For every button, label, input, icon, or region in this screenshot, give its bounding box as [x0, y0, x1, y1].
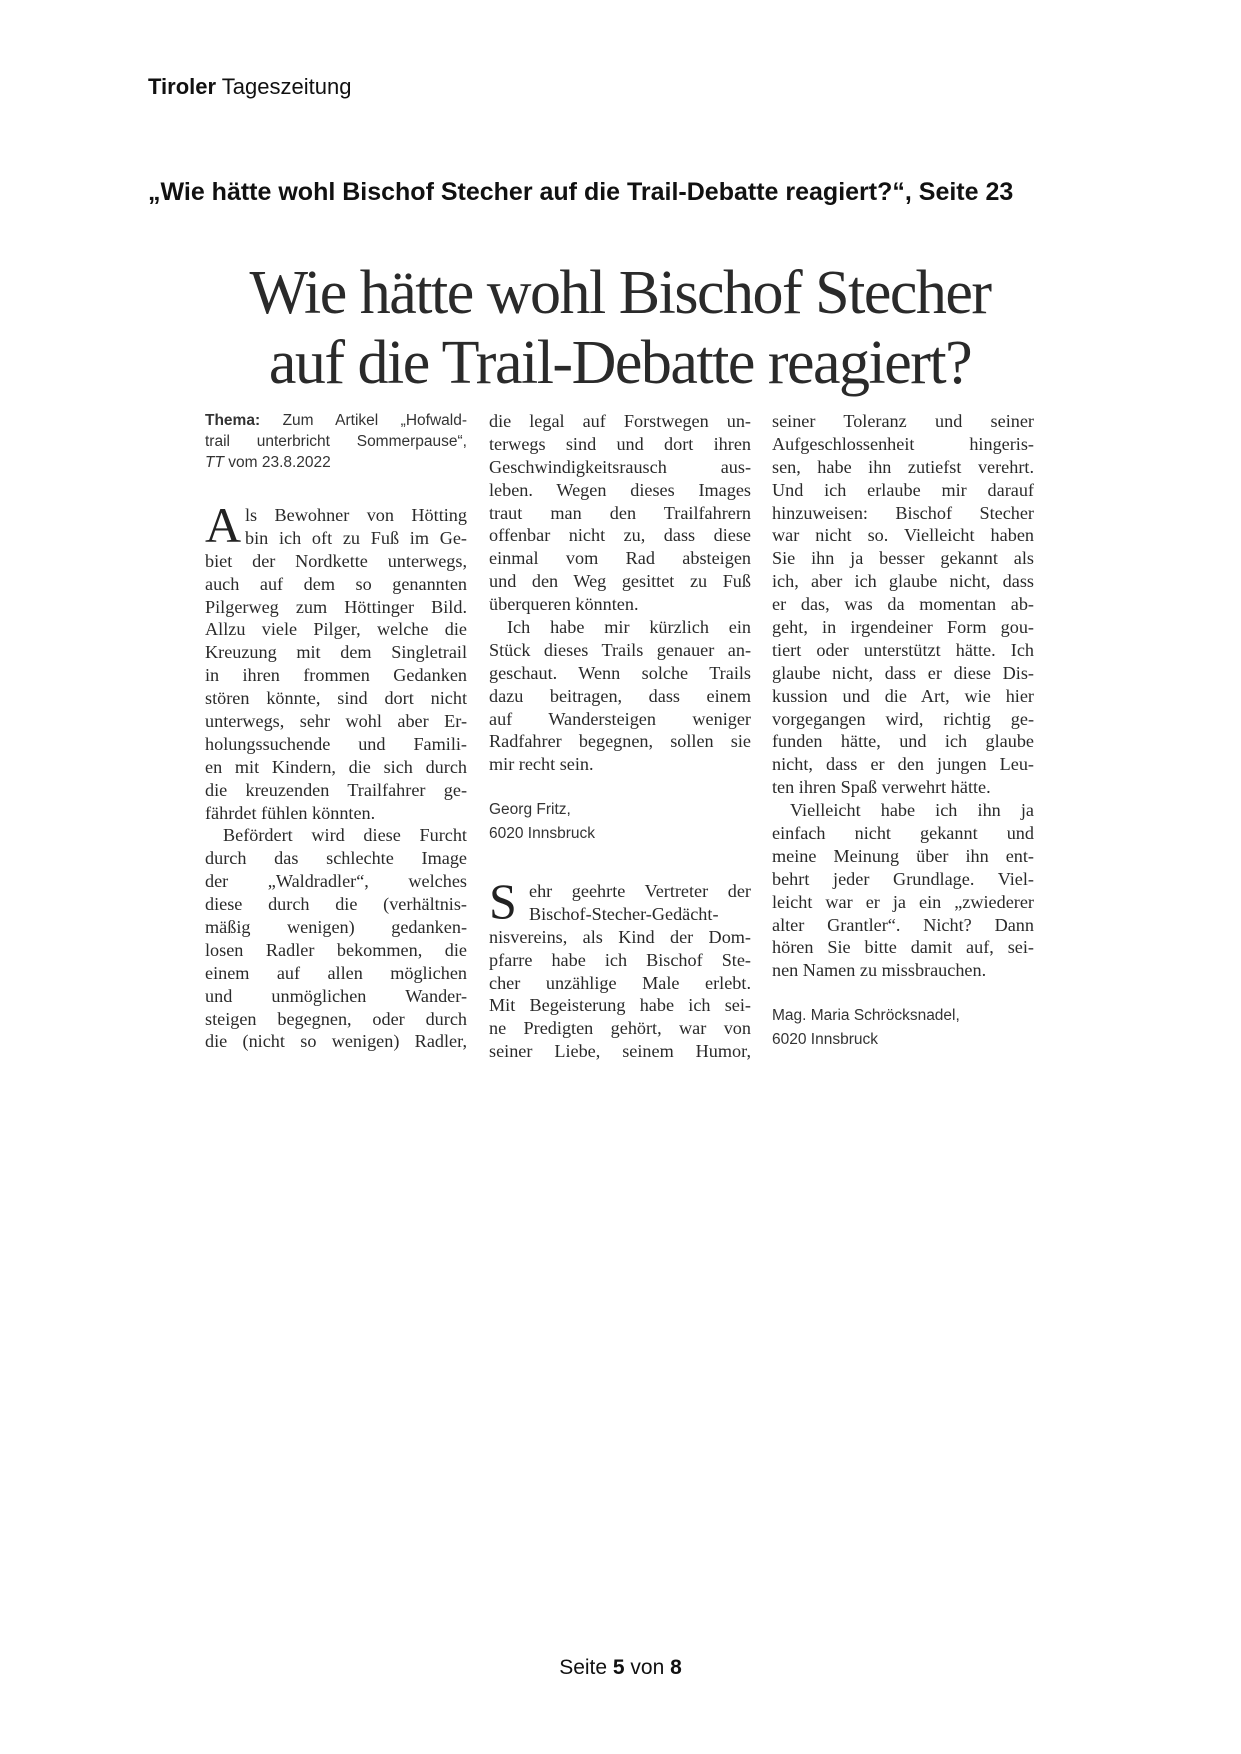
thema-line: TT vom 23.8.2022 [205, 454, 331, 471]
letter-paragraph [489, 873, 751, 1063]
text-line: Mit Begeisterung habe ich sei- [489, 995, 751, 1016]
text-line: er das, was da momentan ab- [772, 594, 1034, 615]
text-line: die (nicht so wenigen) Radler, [205, 1031, 467, 1052]
column-1 [205, 410, 467, 1052]
text-line: hören Sie bitte damit auf, sei- [772, 937, 1034, 958]
text-line: unterwegs, sehr wohl aber Er- [205, 711, 467, 732]
brand-rest: Tageszeitung [221, 74, 352, 99]
text-line: leicht war er ja ein „zwiederer [772, 891, 1034, 912]
text-line: einfach nicht gekannt und [772, 823, 1034, 844]
text-line: der „Waldradler“, welches [205, 871, 467, 892]
thema-text: Zum Artikel „Hofwald- [260, 412, 467, 429]
text-line: und den Weg gesittet zu Fuß [489, 571, 751, 592]
letter-paragraph [489, 410, 751, 776]
text-line: Allzu viele Pilger, welche die [205, 619, 467, 640]
text-line: Ich habe mir kürzlich ein [507, 617, 751, 638]
column-2 [489, 410, 751, 1062]
text-line: Befördert wird diese Furcht [223, 825, 467, 846]
thema-text: vom 23.8.2022 [223, 454, 331, 471]
text-line: stören könnte, sind dort nicht [205, 688, 467, 709]
text-line: traut man den Trailfahrern [489, 502, 751, 523]
text-line: geht, in irgendeiner Form gou- [772, 617, 1034, 638]
column-3 [772, 410, 1034, 1048]
newspaper-name [148, 74, 351, 100]
text-line: bin ich oft zu Fuß im Ge- [245, 527, 467, 548]
text-line: ten ihren Spaß verwehrt hätte. [772, 777, 991, 798]
text-line: ehr geehrte Vertreter der [529, 881, 751, 901]
text-line: und unmöglichen Wander- [205, 985, 467, 1006]
text-line: Aufgeschlossenheit hingeris- [772, 433, 1034, 454]
thema-label: Thema: [205, 412, 261, 429]
text-line: geschaut. Wenn solche Trails [489, 662, 751, 683]
text-line: überqueren könnten. [489, 594, 639, 615]
text-line: Kreuzung mit dem Singletrail [205, 642, 467, 663]
signature-line: Mag. Maria Schröcksnadel, [772, 1007, 960, 1024]
text-line: seiner Liebe, seinem Humor, [489, 1041, 751, 1062]
letter-signature [772, 1004, 1034, 1052]
letter-paragraph [205, 497, 467, 1053]
page-footer [0, 1656, 1241, 1680]
text-line: Pilgerweg zum Höttinger Bild. [205, 596, 467, 617]
text-line: cher unzählige Male erlebt. [489, 972, 751, 993]
text-line: kussion und die Art, wie hier [772, 685, 1034, 706]
thema-line [205, 410, 467, 431]
text-line: seiner Toleranz und seiner [772, 411, 1034, 431]
text-line: in ihren frommen Gedanken [205, 665, 467, 686]
article-headline [120, 258, 1120, 398]
text-line: einem auf allen möglichen [205, 962, 467, 983]
text-line: glaube nicht, dass er diese Dis- [772, 662, 1034, 683]
column-1-text [205, 497, 467, 1053]
letter-paragraph [772, 410, 1034, 799]
text-line: einmal vom Rad absteigen [489, 548, 751, 569]
text-line: auch auf dem so genannten [205, 573, 467, 594]
text-line: pfarre habe ich Bischof Ste- [489, 949, 751, 970]
thema-block [205, 410, 467, 473]
text-line: die legal auf Forstwegen un- [489, 411, 751, 431]
text-line: holungssuchende und Famili- [205, 733, 467, 754]
text-line: die kreuzenden Trailfahrer ge- [205, 779, 467, 800]
signature-line: Georg Fritz, [489, 801, 571, 818]
text-line: Vielleicht habe ich ihn ja [790, 800, 1034, 821]
footer-text: Seite [559, 1656, 613, 1679]
letter-signature [489, 798, 751, 846]
signature-line: 6020 Innsbruck [772, 1031, 878, 1048]
text-line: dazu beitragen, dass einem [489, 685, 751, 706]
text-line: nicht, dass er den jungen Leu- [772, 754, 1034, 775]
text-line: losen Radler bekommen, die [205, 939, 467, 960]
text-line: ne Predigten gehört, war von [489, 1018, 751, 1039]
headline-line: auf die Trail-Debatte reagiert? [268, 329, 972, 397]
text-line: meine Meinung über ihn ent- [772, 845, 1034, 866]
text-line: fährdet fühlen könnten. [205, 802, 376, 823]
text-line: mir recht sein. [489, 754, 594, 775]
text-line: war nicht so. Vielleicht haben [772, 525, 1034, 546]
text-line: ich, aber ich glaube nicht, dass [772, 571, 1034, 592]
thema-line: trail unterbricht Sommerpause“, [205, 433, 467, 450]
brand-bold: Tiroler [148, 74, 217, 99]
text-line: Bischof-Stecher-Gedächt- [529, 903, 719, 924]
text-line: Und ich erlaube mir darauf [772, 479, 1034, 500]
text-line: sen, habe ihn zutiefst verehrt. [772, 456, 1034, 477]
text-line: durch das schlechte Image [205, 848, 467, 869]
text-line: Stück dieses Trails genauer an- [489, 639, 751, 660]
signature-line: 6020 Innsbruck [489, 825, 595, 842]
text-line: biet der Nordkette unterwegs, [205, 550, 467, 571]
text-line: vorgegangen wird, richtig ge- [772, 708, 1034, 729]
text-line: leben. Wegen dieses Images [489, 479, 751, 500]
text-line: hinzuweisen: Bischof Stecher [772, 502, 1034, 523]
text-line: Radfahrer begegnen, sollen sie [489, 731, 751, 752]
text-line: offenbar nicht zu, dass diese [489, 525, 751, 546]
text-line: diese durch die (verhältnis- [205, 894, 467, 915]
footer-text: von [624, 1656, 671, 1679]
text-line: Sie ihn ja besser gekannt als [772, 548, 1034, 569]
total-pages: 8 [670, 1656, 682, 1679]
text-line: steigen begegnen, oder durch [205, 1008, 467, 1029]
text-line: alter Grantler“. Nicht? Dann [772, 914, 1034, 935]
current-page: 5 [612, 1656, 625, 1679]
text-line: ls Bewohner von Hötting [245, 505, 467, 525]
column-2-text [489, 410, 751, 776]
text-line: Geschwindigkeitsrausch aus- [489, 456, 751, 477]
text-line: mäßig wenigen) gedanken- [205, 917, 467, 938]
drop-cap: S [489, 873, 517, 929]
text-line: behrt jeder Grundlage. Viel- [772, 868, 1034, 889]
text-line: funden hätte, und ich glaube [772, 731, 1034, 752]
headline-line: Wie hätte wohl Bischof Stecher [249, 259, 991, 327]
article-reference: „Wie hätte wohl Bischof Stecher auf die Trail-Debatte reagiert?“, Seite 23 [148, 178, 1014, 206]
column-3-text [772, 410, 1034, 982]
column-2-letter2 [489, 873, 751, 1063]
letter-paragraph [772, 799, 1034, 982]
text-line: auf Wandersteigen weniger [489, 708, 751, 729]
text-line: en mit Kindern, die sich durch [205, 756, 467, 777]
text-line: tiert oder unterstützt hätte. Ich [772, 639, 1034, 660]
drop-cap: A [205, 497, 242, 553]
text-line: terwegs sind und dort ihren [489, 433, 751, 454]
text-line: nen Namen zu missbrauchen. [772, 960, 987, 981]
text-line: nisvereins, als Kind der Dom- [489, 926, 751, 947]
